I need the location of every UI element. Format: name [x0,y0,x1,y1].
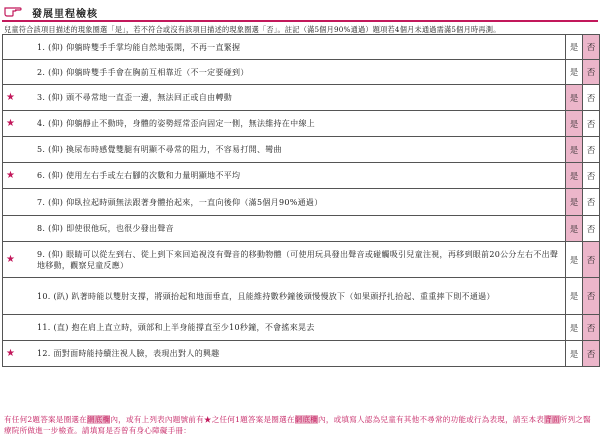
checklist-row [3,315,600,341]
question-label: (仰) 仰躺時雙手手會在胸前互相靠近（不一定要碰到） [48,67,249,77]
checklist-row [3,35,600,60]
question-number: 3. [37,93,49,102]
answer-no[interactable]: 否 [583,189,600,216]
question-text [7,197,561,208]
checklist-row [3,278,600,315]
question-cell [3,315,566,341]
question-cell [3,85,566,111]
pointing-hand-icon [4,5,22,17]
footer-text-1: 有任何2題答案是圈選在 [4,415,87,424]
checklist-row [3,189,600,216]
question-text [7,291,561,302]
question-number: 11. [37,323,54,332]
answer-yes[interactable]: 是 [566,242,583,278]
question-cell [3,242,566,278]
question-label: (仰) 即使很他玩，也很少發出聲音 [48,224,174,233]
question-number: 2. [37,67,49,77]
footer-highlight-3: 背面 [544,415,560,424]
footer-text-3: 之任何1題答案是圈選在 [211,415,295,424]
star-icon: ★ [6,117,15,129]
answer-no[interactable]: 否 [583,35,600,60]
checklist-row [3,60,600,85]
answer-yes[interactable]: 是 [566,216,583,242]
question-cell [3,341,566,367]
question-number: 10. [37,291,54,301]
question-label: (仰) 仰臥拉起時頭無法跟著身體抬起來，一直向後仰（滿5個月90%通過） [48,197,323,207]
checklist-table [2,34,600,367]
question-number: 7. [37,197,49,207]
question-text [7,322,561,333]
title-divider [2,20,598,22]
checklist-row [3,85,600,111]
question-number: 1. [37,42,49,52]
question-label: (仰) 眼睛可以從左到右、從上到下來回追視沒有聲音的移動物體（可使用玩具發出聲音或碰觸吸引兒童注視，再移到眼前20公分左右不出聲地移動，觀察兒童反應） [37,249,559,270]
question-text [7,249,561,271]
question-cell [3,111,566,137]
question-text [7,67,561,78]
footer-highlight-2: 網底欄 [294,415,319,424]
checklist-row [3,216,600,242]
question-cell [3,137,566,163]
question-label: (仰) 使用左右手或左右腳的次數和力量明顯地不平均 [48,171,241,180]
question-number: 12. [37,349,54,358]
answer-no[interactable]: 否 [583,216,600,242]
star-icon: ★ [6,347,15,359]
answer-no[interactable]: 否 [583,242,600,278]
footer-note [4,414,598,436]
question-text [7,144,561,155]
star-icon: ★ [6,91,15,103]
question-label: (仰) 頭不尋常地一直歪一邊，無法回正或自由轉動 [48,93,233,102]
checklist-row [3,111,600,137]
question-number: 5. [37,145,49,154]
answer-yes[interactable]: 是 [566,35,583,60]
question-label: (仰) 仰躺靜止不動時，身體的姿勢經常歪向固定一側，無法維持在中線上 [48,119,316,128]
question-cell [3,278,566,315]
answer-no[interactable]: 否 [583,111,600,137]
checklist-row [3,163,600,189]
question-label: (直) 抱在肩上直立時，頭部和上半身能撐直至少10秒鐘，不會搖來晃去 [53,323,315,332]
answer-yes[interactable]: 是 [566,85,583,111]
question-cell [3,60,566,85]
answer-no[interactable]: 否 [583,85,600,111]
question-number: 9. [37,249,49,259]
question-number: 8. [37,224,49,233]
star-icon: ★ [203,415,212,424]
question-number: 6. [37,171,49,180]
checklist-row [3,242,600,278]
section-header [2,4,598,20]
answer-yes[interactable]: 是 [566,189,583,216]
answer-yes[interactable]: 是 [566,278,583,315]
question-text [7,348,561,359]
answer-yes[interactable]: 是 [566,163,583,189]
question-text [7,223,561,234]
star-icon: ★ [6,169,15,181]
checklist-row [3,341,600,367]
question-text [7,170,561,181]
question-cell [3,189,566,216]
instructions-text: 兒童符合該項目描述的現象圈選「是」，若不符合或沒有該項目描述的現象圈選「否」。註記（滿5個月90%通過）題項若4個月未通過需滿5個月時再測。 [4,25,501,34]
answer-yes[interactable]: 是 [566,111,583,137]
checklist-row [3,137,600,163]
question-cell [3,35,566,60]
answer-no[interactable]: 否 [583,163,600,189]
question-number: 4. [37,119,49,128]
answer-yes[interactable]: 是 [566,137,583,163]
footer-highlight-1: 網底欄 [86,415,111,424]
answer-yes[interactable]: 是 [566,315,583,341]
answer-no[interactable]: 否 [583,278,600,315]
footer-text-5: 所列之醫療院所做進一步檢查。請填寫是否曾有身心障礙手冊： [4,415,591,435]
question-label: (仰) 換尿布時感覺雙腿有明顯不尋常的阻力，不容易打開、彎曲 [48,145,282,154]
question-text [7,92,561,103]
answer-no[interactable]: 否 [583,315,600,341]
answer-no[interactable]: 否 [583,341,600,367]
question-text [7,42,561,53]
question-label: (趴) 趴著時能以雙肘支撐，將頭抬起和地面垂直，且能維持數秒鐘後頭慢慢放下（如果頭抒扎抬起、重重摔下則不通過） [53,291,495,301]
question-cell [3,216,566,242]
star-icon: ★ [6,253,15,265]
question-label: (仰) 仰躺時雙手手掌均能自然地張開，不再一直緊握 [48,42,241,52]
answer-no[interactable]: 否 [583,137,600,163]
question-text [7,118,561,129]
answer-yes[interactable]: 是 [566,60,583,85]
answer-no[interactable]: 否 [583,60,600,85]
page-title: 發展里程檢核 [32,9,98,20]
answer-yes[interactable]: 是 [566,341,583,367]
footer-text-4: 內，或填寫人認為兒童有其他不尋常的功能或行為表現，請至本表 [318,415,545,424]
question-label: 面對面時能持續注視人臉，表現出對人的興趣 [53,349,220,358]
question-cell [3,163,566,189]
footer-text-2: 內，或有上列表內題號前有 [110,415,204,424]
